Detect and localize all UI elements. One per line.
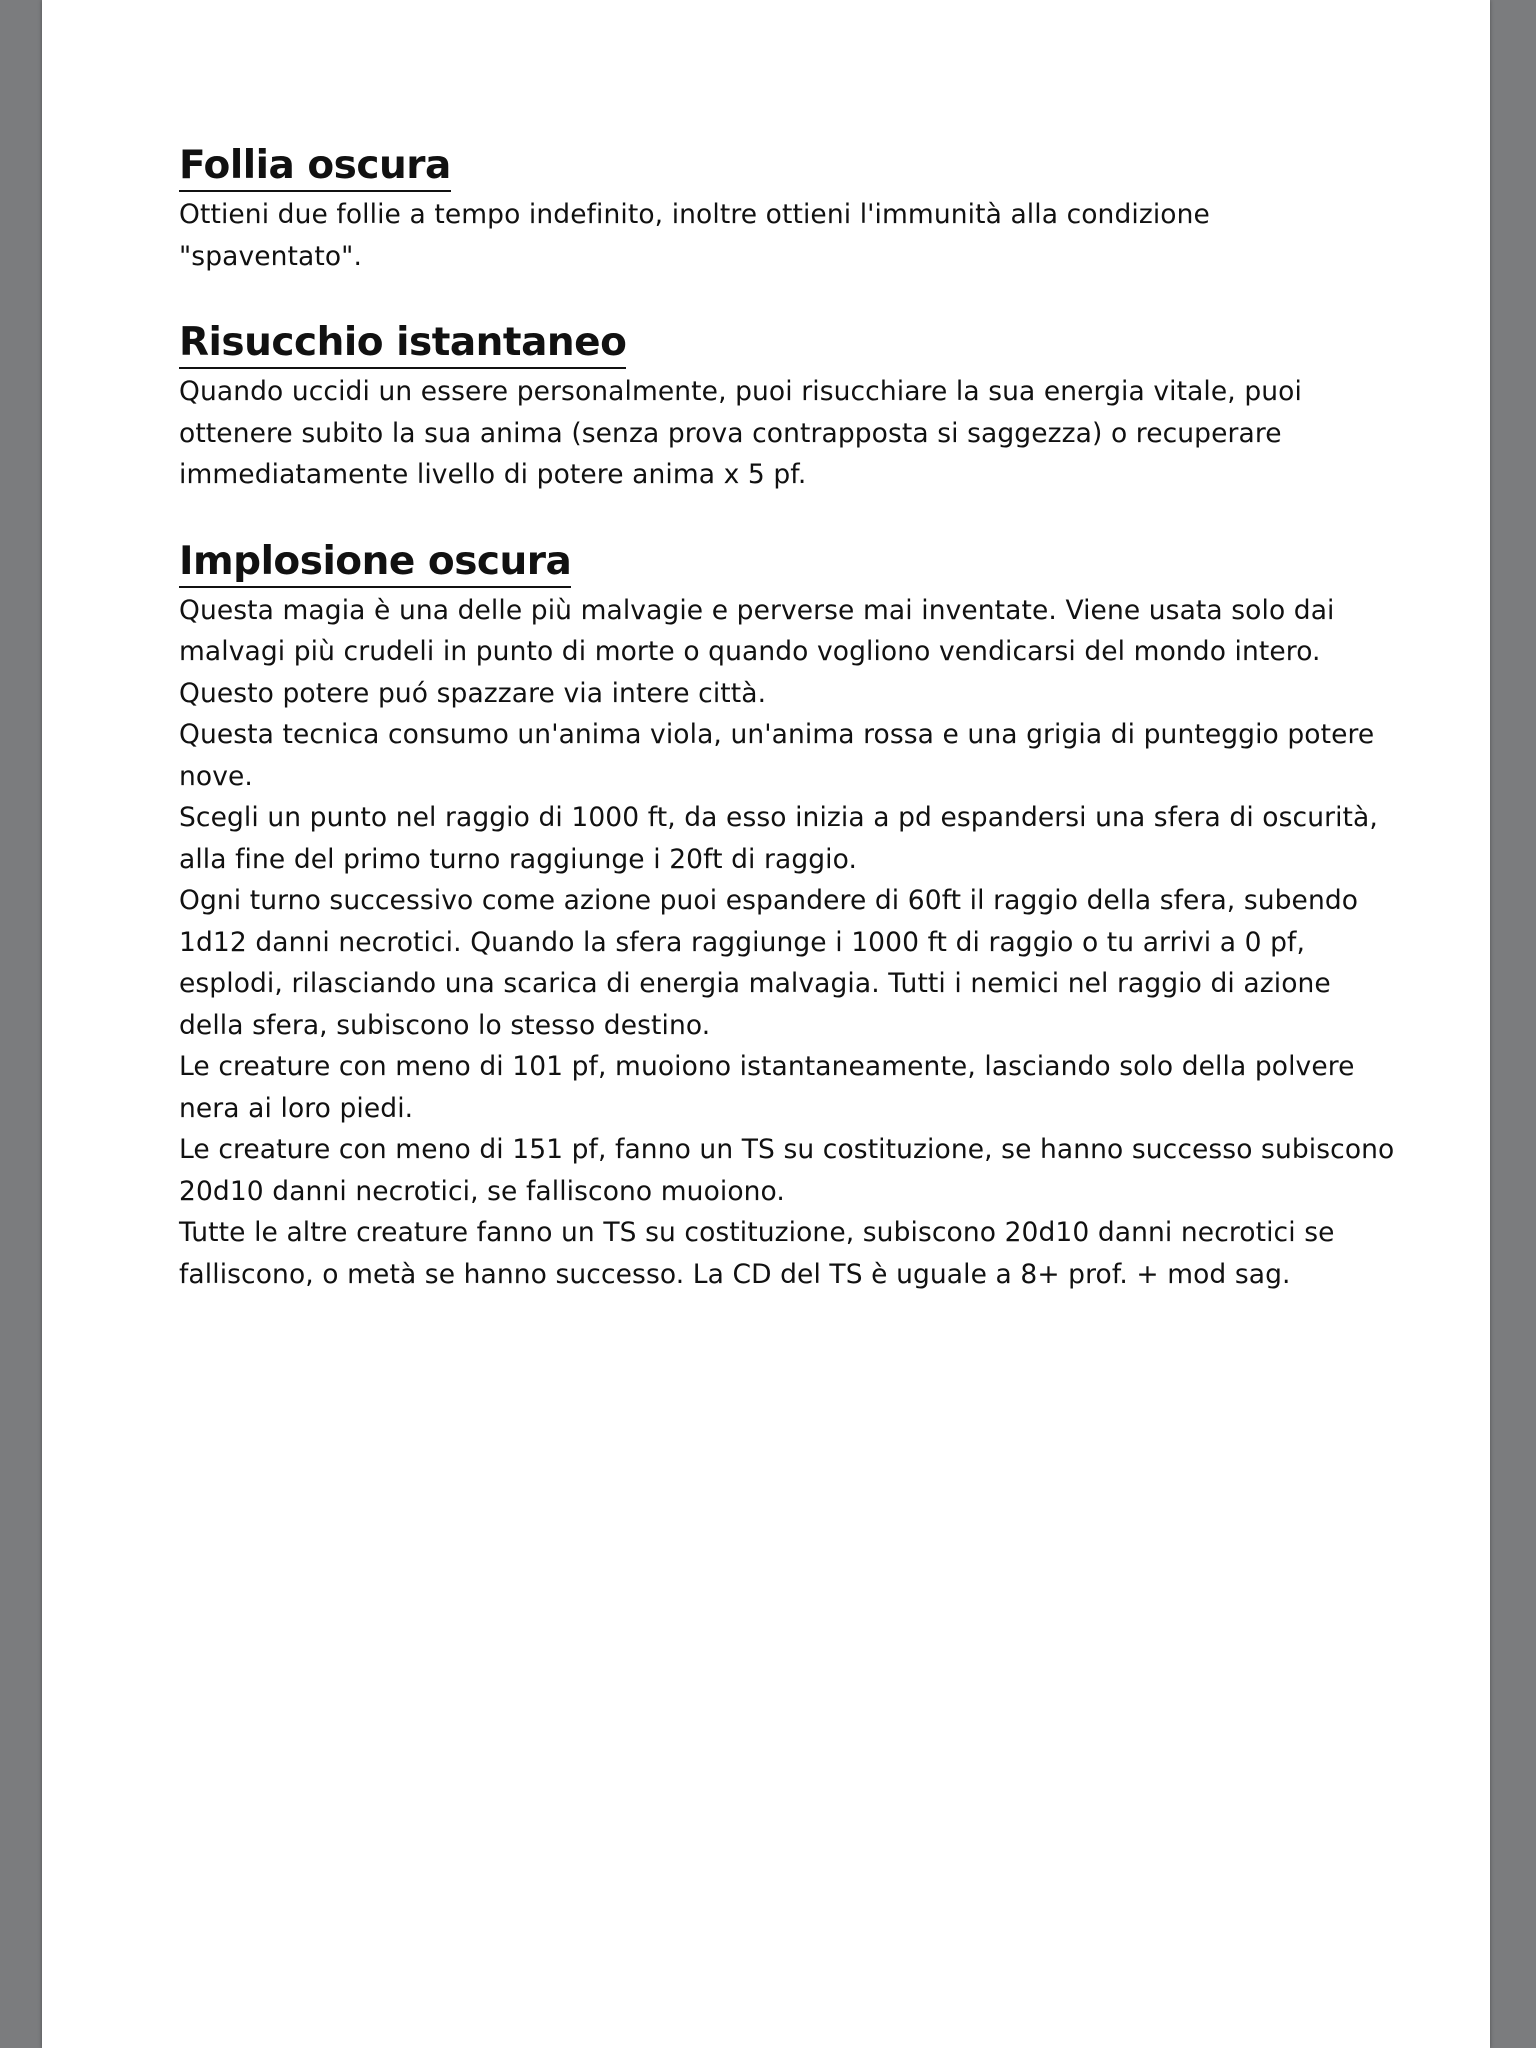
section-paragraph: Ogni turno successivo come azione puoi espandere di 60ft il raggio della sfera, subendo 1d12 danni necrotici. Quando la sfera raggiunge i 1000 ft di raggio o tu arrivi a 0 pf, esplodi, rilasciando una scarica di energia malvagia. Tutti i nemici nel raggio di azione della sfera, subiscono lo stesso destino. xyxy=(179,885,1359,1041)
section-paragraph: Quando uccidi un essere personalmente, puoi risucchiare la sua energia vitale, puoi ottenere subito la sua anima (senza prova contrapposta si saggezza) o recuperare immediatamente livello di potere anima x 5 pf. xyxy=(179,376,1302,490)
section-paragraph: Le creature con meno di 151 pf, fanno un TS su costituzione, se hanno successo subiscono 20d10 danni necrotici, se falliscono muoiono. xyxy=(179,1134,1395,1207)
section-paragraph: Questa tecnica consumo un'anima viola, un'anima rossa e una grigia di punteggio potere nove. xyxy=(179,719,1375,792)
section-follia-oscura xyxy=(179,142,1399,277)
section-paragraph: Scegli un punto nel raggio di 1000 ft, da esso inizia a pd espandersi una sfera di oscurità, alla fine del primo turno raggiunge i 20ft di raggio. xyxy=(179,802,1378,875)
section-paragraph: Ottieni due follie a tempo indefinito, inoltre ottieni l'immunità alla condizione "spaventato". xyxy=(179,199,1210,272)
section-paragraph: Tutte le altre creature fanno un TS su costituzione, subiscono 20d10 danni necrotici se falliscono, o metà se hanno successo. La CD del TS è uguale a 8+ prof. + mod sag. xyxy=(179,1217,1335,1290)
section-paragraph: Questa magia è una delle più malvagie e perverse mai inventate. Viene usata solo dai malvagi più crudeli in punto di morte o quando vogliono vendicarsi del mondo intero. Questo potere puó spazzare via intere città. xyxy=(179,594,1335,709)
section-heading: Follia oscura xyxy=(179,142,451,192)
page-content xyxy=(179,142,1399,1337)
section-implosione-oscura xyxy=(179,538,1399,1296)
document-page[interactable] xyxy=(42,0,1490,2048)
section-risucchio-istantaneo xyxy=(179,319,1399,496)
section-paragraph: Le creature con meno di 101 pf, muoiono istantaneamente, lasciando solo della polvere nera ai loro piedi. xyxy=(179,1051,1355,1124)
section-heading: Risucchio istantaneo xyxy=(179,319,626,369)
section-heading: Implosione oscura xyxy=(179,538,571,588)
